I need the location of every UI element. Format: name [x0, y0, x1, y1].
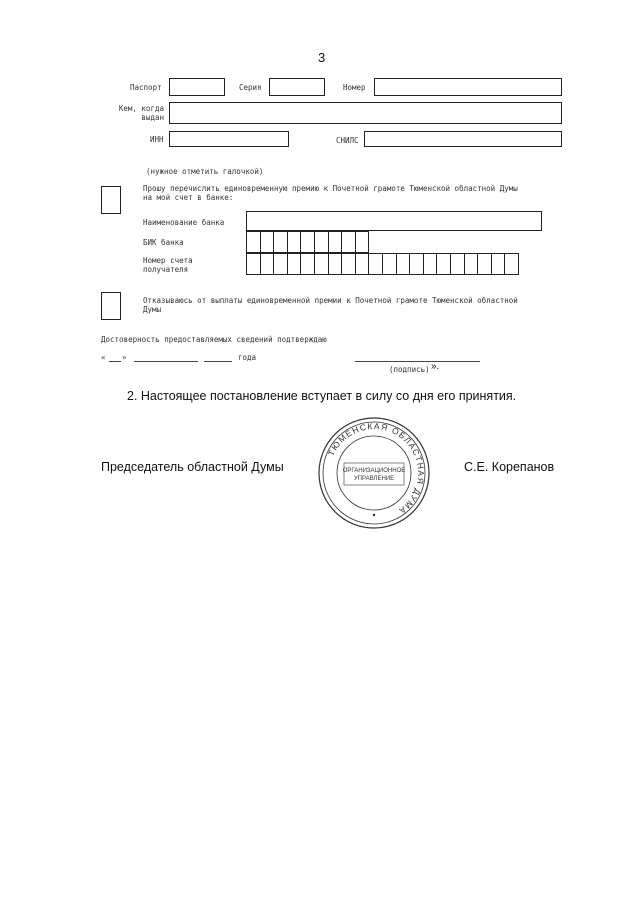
option-decline-line2: Думы [143, 305, 162, 314]
stamp-center-line2: УПРАВЛЕНИЕ [353, 476, 395, 482]
date-year-line[interactable] [204, 361, 232, 362]
signature-line[interactable] [355, 361, 480, 362]
account-cell[interactable] [423, 253, 438, 275]
date-close-quote: » [122, 353, 127, 362]
bik-cells[interactable] [246, 231, 368, 253]
account-cells[interactable] [246, 253, 518, 275]
option-transfer-line1: Прошу перечислить единовременную премию к Почетной грамоте Тюменской областной Думы [143, 184, 518, 193]
account-cell[interactable] [368, 253, 383, 275]
signature-caption: (подпись) [389, 365, 430, 374]
passport-field[interactable] [169, 78, 225, 96]
account-cell[interactable] [477, 253, 492, 275]
account-cell[interactable] [409, 253, 424, 275]
bik-label: БИК банка [143, 238, 184, 247]
account-cell[interactable] [246, 253, 261, 275]
bik-cell[interactable] [328, 231, 343, 253]
issued-by-label [116, 104, 164, 122]
option-transfer-line2: на мой счет в банке: [143, 193, 234, 202]
issued-by-label-line2: выдан [141, 113, 164, 122]
stamp-center-line1: ОРГАНИЗАЦИОННОЕ [342, 468, 406, 474]
option-transfer-checkbox[interactable] [101, 186, 121, 214]
account-label-line1: Номер счета [143, 256, 193, 265]
inn-field[interactable] [169, 131, 289, 147]
series-field[interactable] [269, 78, 325, 96]
checkbox-note: (нужное отметить галочкой) [146, 167, 264, 176]
bik-cell[interactable] [300, 231, 315, 253]
bik-cell[interactable] [273, 231, 288, 253]
account-cell[interactable] [273, 253, 288, 275]
date-month-line[interactable] [134, 361, 198, 362]
organization-stamp [317, 416, 431, 530]
option-decline-text [143, 296, 518, 314]
passport-label: Паспорт [130, 83, 162, 92]
number-field[interactable] [374, 78, 562, 96]
signature-suffix: ». [431, 361, 440, 372]
account-cell[interactable] [504, 253, 519, 275]
date-day-line[interactable] [109, 361, 121, 362]
issued-by-field[interactable] [169, 102, 562, 124]
account-cell[interactable] [300, 253, 315, 275]
snils-field[interactable] [364, 131, 562, 147]
account-cell[interactable] [328, 253, 343, 275]
bik-cell[interactable] [287, 231, 302, 253]
confirm-text: Достоверность предоставляемых сведений подтверждаю [101, 335, 327, 344]
bank-name-field[interactable] [246, 211, 542, 231]
bik-cell[interactable] [341, 231, 356, 253]
account-cell[interactable] [314, 253, 329, 275]
account-cell[interactable] [491, 253, 506, 275]
inn-label: ИНН [150, 135, 164, 144]
series-label: Серия [239, 83, 262, 92]
account-cell[interactable] [355, 253, 370, 275]
account-cell[interactable] [436, 253, 451, 275]
bik-cell[interactable] [246, 231, 261, 253]
option-decline-line1: Отказываюсь от выплаты единовременной премии к Почетной грамоте Тюменской областной [143, 296, 518, 305]
issued-by-label-line1: Кем, когда [118, 104, 164, 113]
option-transfer-text [143, 184, 518, 202]
year-suffix: года [238, 353, 257, 362]
account-cell[interactable] [464, 253, 479, 275]
bik-cell[interactable] [314, 231, 329, 253]
account-cell[interactable] [287, 253, 302, 275]
stamp-ring-text: ТЮМЕНСКАЯ ОБЛАСТНАЯ ДУМА [325, 420, 427, 517]
account-cell[interactable] [341, 253, 356, 275]
chairman-name: С.Е. Корепанов [464, 460, 555, 474]
number-label: Номер [343, 83, 366, 92]
bik-cell[interactable] [260, 231, 275, 253]
bank-name-label: Наименование банка [143, 218, 225, 227]
bik-cell[interactable] [355, 231, 370, 253]
account-cell[interactable] [396, 253, 411, 275]
page-number: 3 [318, 50, 326, 65]
account-cell[interactable] [382, 253, 397, 275]
snils-label: СНИЛС [336, 136, 359, 145]
resolution-text: 2. Настоящее постановление вступает в силу со дня его принятия. [127, 389, 517, 403]
date-open-quote: « [101, 353, 106, 362]
account-cell[interactable] [260, 253, 275, 275]
chairman-position: Председатель областной Думы [101, 460, 284, 474]
account-label-line2: получателя [143, 265, 189, 274]
option-decline-checkbox[interactable] [101, 292, 121, 320]
account-label [143, 256, 193, 274]
account-cell[interactable] [450, 253, 465, 275]
